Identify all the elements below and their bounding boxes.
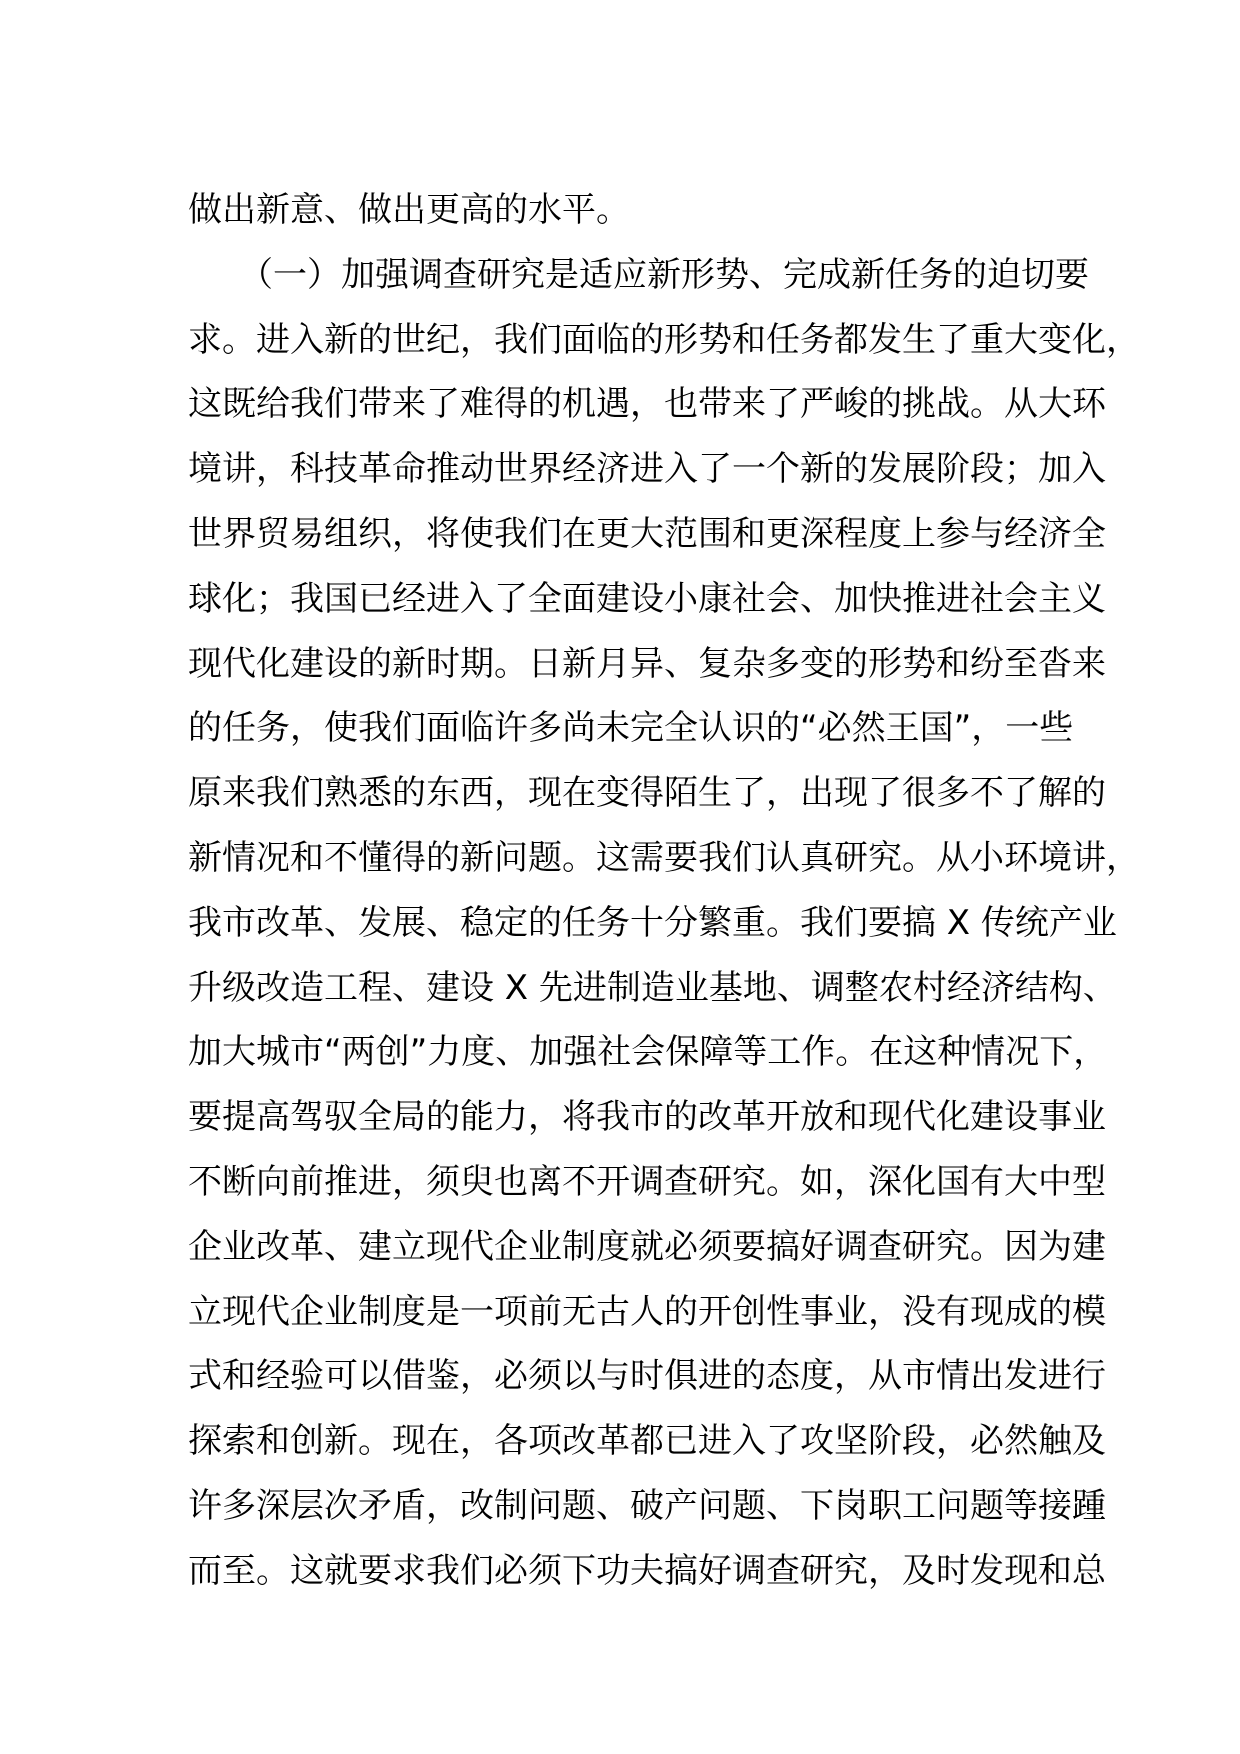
text-line: 我市改革、发展、稳定的任务十分繁重。我们要搞 X 传统产业 bbox=[188, 902, 1117, 943]
text-line: 加大城市“两创”力度、加强社会保障等工作。在这种情况下， bbox=[188, 1032, 1108, 1073]
text-line: 式和经验可以借鉴，必须以与时俱进的态度，从市情出发进行 bbox=[188, 1356, 1106, 1397]
text-line: 的任务，使我们面临许多尚未完全认识的“必然王国”，一些 bbox=[188, 708, 1074, 749]
text-line: 不断向前推进，须臾也离不开调查研究。如，深化国有大中型 bbox=[188, 1161, 1106, 1202]
text-line: 要提高驾驭全局的能力，将我市的改革开放和现代化建设事业 bbox=[188, 1097, 1106, 1138]
text-line: 立现代企业制度是一项前无古人的开创性事业，没有现成的模 bbox=[188, 1291, 1106, 1332]
text-line: 升级改造工程、建设 X 先进制造业基地、调整农村经济结构、 bbox=[188, 967, 1117, 1008]
text-line: 做出新意、做出更高的水平。 bbox=[188, 190, 630, 230]
text-line: 原来我们熟悉的东西，现在变得陌生了，出现了很多不了解的 bbox=[188, 773, 1106, 814]
text-line: 新情况和不懂得的新问题。这需要我们认真研究。从小环境讲， bbox=[188, 837, 1140, 878]
text-line: 求。进入新的世纪，我们面临的形势和任务都发生了重大变化， bbox=[188, 319, 1140, 360]
body-text bbox=[188, 178, 1140, 1604]
text-line: 境讲，科技革命推动世界经济进入了一个新的发展阶段；加入 bbox=[188, 449, 1106, 490]
text-line: 而至。这就要求我们必须下功夫搞好调查研究，及时发现和总 bbox=[188, 1550, 1106, 1591]
text-line: 这既给我们带来了难得的机遇，也带来了严峻的挑战。从大环 bbox=[188, 384, 1106, 425]
text-line: （一）加强调查研究是适应新形势、完成新任务的迫切要 bbox=[188, 254, 1089, 295]
text-line: 球化；我国已经进入了全面建设小康社会、加快推进社会主义 bbox=[188, 578, 1106, 619]
text-line: 探索和创新。现在，各项改革都已进入了攻坚阶段，必然触及 bbox=[188, 1421, 1106, 1462]
text-line: 现代化建设的新时期。日新月异、复杂多变的形势和纷至沓来 bbox=[188, 643, 1106, 684]
text-line: 企业改革、建立现代企业制度就必须要搞好调查研究。因为建 bbox=[188, 1226, 1106, 1267]
text-line: 许多深层次矛盾，改制问题、破产问题、下岗职工问题等接踵 bbox=[188, 1485, 1106, 1526]
text-line: 世界贸易组织，将使我们在更大范围和更深程度上参与经济全 bbox=[188, 513, 1106, 554]
